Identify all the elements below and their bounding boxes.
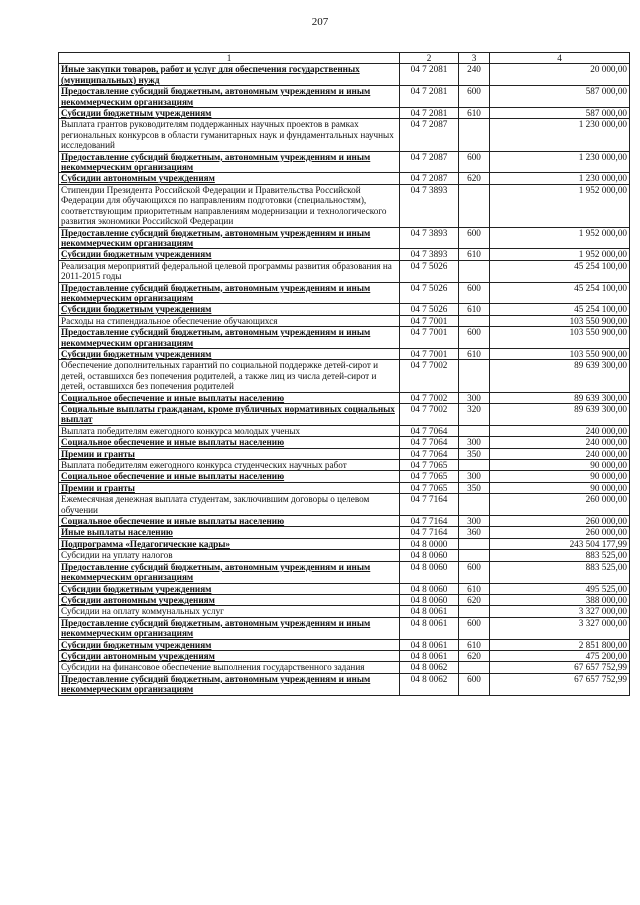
- row-name-cell: Выплата победителям ежегодного конкурса студенческих научных работ: [59, 460, 400, 471]
- row-code-cell: 04 7 7064: [400, 437, 459, 448]
- row-name-cell: Выплата грантов руководителям поддержанных научных проектов в рамках региональных конкурсов в области гуманитарных наук и фундаментальных научных исследований: [59, 119, 400, 151]
- row-amount-cell: 67 657 752,99: [490, 662, 630, 673]
- row-code-cell: 04 7 7065: [400, 460, 459, 471]
- row-amount-cell: 45 254 100,00: [490, 260, 630, 282]
- row-name-cell: Премии и гранты: [59, 448, 400, 459]
- row-name-cell: Субсидии автономным учреждениям: [59, 173, 400, 184]
- table-row: [59, 404, 630, 426]
- row-code-cell: 04 7 7164: [400, 494, 459, 516]
- row-type-cell: 300: [459, 392, 490, 403]
- row-amount-cell: 90 000,00: [490, 460, 630, 471]
- row-name-cell: Реализация мероприятий федеральной целевой программы развития образования на 2011-2015 годы: [59, 260, 400, 282]
- table-row: [59, 360, 630, 392]
- row-code-cell: 04 8 0060: [400, 561, 459, 583]
- table-row: [59, 527, 630, 538]
- row-code-cell: 04 7 5026: [400, 260, 459, 282]
- budget-table: [58, 52, 630, 696]
- row-type-cell: [459, 184, 490, 227]
- table-row: [59, 119, 630, 151]
- row-amount-cell: 1 952 000,00: [490, 249, 630, 260]
- row-amount-cell: 883 525,00: [490, 550, 630, 561]
- row-amount-cell: 475 200,00: [490, 650, 630, 661]
- header-col-2: 2: [400, 53, 459, 64]
- row-code-cell: 04 7 5026: [400, 304, 459, 315]
- row-type-cell: [459, 538, 490, 549]
- row-name-cell: Субсидии бюджетным учреждениям: [59, 304, 400, 315]
- row-amount-cell: 260 000,00: [490, 527, 630, 538]
- row-type-cell: [459, 662, 490, 673]
- table-row: [59, 460, 630, 471]
- row-name-cell: Предоставление субсидий бюджетным, автономным учреждениям и иным некоммерческим организациям: [59, 86, 400, 108]
- table-row: [59, 494, 630, 516]
- row-code-cell: 04 7 7001: [400, 348, 459, 359]
- row-name-cell: Социальное обеспечение и иные выплаты населению: [59, 437, 400, 448]
- row-type-cell: 320: [459, 404, 490, 426]
- table-row: [59, 327, 630, 349]
- header-col-3: 3: [459, 53, 490, 64]
- table-row: [59, 425, 630, 436]
- row-type-cell: 620: [459, 173, 490, 184]
- row-amount-cell: 90 000,00: [490, 482, 630, 493]
- row-name-cell: Социальное обеспечение и иные выплаты населению: [59, 516, 400, 527]
- row-type-cell: 610: [459, 639, 490, 650]
- row-amount-cell: 883 525,00: [490, 561, 630, 583]
- row-type-cell: 600: [459, 151, 490, 173]
- row-code-cell: 04 7 7002: [400, 404, 459, 426]
- table-row: [59, 471, 630, 482]
- row-code-cell: 04 8 0061: [400, 617, 459, 639]
- row-code-cell: 04 7 7001: [400, 327, 459, 349]
- row-name-cell: Предоставление субсидий бюджетным, автономным учреждениям и иным некоммерческим организациям: [59, 282, 400, 304]
- row-name-cell: Социальные выплаты гражданам, кроме публичных нормативных социальных выплат: [59, 404, 400, 426]
- row-amount-cell: 240 000,00: [490, 437, 630, 448]
- table-row: [59, 673, 630, 695]
- row-amount-cell: 89 639 300,00: [490, 392, 630, 403]
- row-name-cell: Субсидии бюджетным учреждениям: [59, 108, 400, 119]
- row-name-cell: Предоставление субсидий бюджетным, автономным учреждениям и иным некоммерческим организациям: [59, 151, 400, 173]
- row-code-cell: 04 7 7164: [400, 527, 459, 538]
- row-amount-cell: 1 230 000,00: [490, 151, 630, 173]
- row-name-cell: Субсидии бюджетным учреждениям: [59, 583, 400, 594]
- row-name-cell: Субсидии на оплату коммунальных услуг: [59, 606, 400, 617]
- header-col-4: 4: [490, 53, 630, 64]
- row-type-cell: [459, 494, 490, 516]
- row-code-cell: 04 7 3893: [400, 184, 459, 227]
- row-type-cell: 600: [459, 282, 490, 304]
- table-row: [59, 315, 630, 326]
- table-row: [59, 86, 630, 108]
- row-type-cell: [459, 360, 490, 392]
- table-row: [59, 227, 630, 249]
- table-row: [59, 650, 630, 661]
- row-type-cell: 610: [459, 348, 490, 359]
- row-type-cell: 600: [459, 561, 490, 583]
- table-row: [59, 662, 630, 673]
- row-type-cell: [459, 550, 490, 561]
- row-name-cell: Ежемесячная денежная выплата студентам, заключившим договоры о целевом обучении: [59, 494, 400, 516]
- row-code-cell: 04 8 0060: [400, 550, 459, 561]
- row-type-cell: 350: [459, 482, 490, 493]
- row-code-cell: 04 7 5026: [400, 282, 459, 304]
- table-row: [59, 448, 630, 459]
- row-type-cell: 600: [459, 617, 490, 639]
- row-code-cell: 04 8 0061: [400, 606, 459, 617]
- row-code-cell: 04 7 2087: [400, 119, 459, 151]
- row-type-cell: 350: [459, 448, 490, 459]
- table-row: [59, 538, 630, 549]
- table-row: [59, 249, 630, 260]
- row-code-cell: 04 7 7002: [400, 392, 459, 403]
- row-type-cell: 300: [459, 516, 490, 527]
- row-code-cell: 04 7 7064: [400, 448, 459, 459]
- row-code-cell: 04 7 3893: [400, 227, 459, 249]
- row-code-cell: 04 8 0060: [400, 583, 459, 594]
- row-code-cell: 04 7 7001: [400, 315, 459, 326]
- row-code-cell: 04 7 7164: [400, 516, 459, 527]
- row-type-cell: 610: [459, 304, 490, 315]
- row-code-cell: 04 7 2087: [400, 173, 459, 184]
- row-code-cell: 04 7 7065: [400, 471, 459, 482]
- table-row: [59, 482, 630, 493]
- row-amount-cell: 3 327 000,00: [490, 606, 630, 617]
- row-name-cell: Иные выплаты населению: [59, 527, 400, 538]
- row-amount-cell: 587 000,00: [490, 108, 630, 119]
- row-type-cell: 300: [459, 437, 490, 448]
- table-row: [59, 594, 630, 605]
- row-code-cell: 04 8 0061: [400, 650, 459, 661]
- row-amount-cell: 1 230 000,00: [490, 119, 630, 151]
- page-number: 207: [311, 16, 329, 28]
- row-amount-cell: 1 952 000,00: [490, 184, 630, 227]
- table-header-row: [59, 53, 630, 64]
- row-name-cell: Субсидии автономным учреждениям: [59, 594, 400, 605]
- row-code-cell: 04 7 7002: [400, 360, 459, 392]
- table-row: [59, 606, 630, 617]
- table-row: [59, 108, 630, 119]
- row-type-cell: 610: [459, 108, 490, 119]
- table-row: [59, 173, 630, 184]
- row-amount-cell: 240 000,00: [490, 425, 630, 436]
- table-row: [59, 617, 630, 639]
- row-name-cell: Стипендии Президента Российской Федерации и Правительства Российской Федерации для обучающихся по направлениям подготовки (специальностям), соответствующим приоритетным направлениям модернизации и технологического развития экономики Российской Федерации: [59, 184, 400, 227]
- row-name-cell: Социальное обеспечение и иные выплаты населению: [59, 471, 400, 482]
- row-amount-cell: 240 000,00: [490, 448, 630, 459]
- table-row: [59, 282, 630, 304]
- table-row: [59, 304, 630, 315]
- row-amount-cell: 103 550 900,00: [490, 315, 630, 326]
- row-name-cell: Подпрограмма «Педагогические кадры»: [59, 538, 400, 549]
- row-amount-cell: 45 254 100,00: [490, 304, 630, 315]
- row-code-cell: 04 7 7064: [400, 425, 459, 436]
- row-amount-cell: 45 254 100,00: [490, 282, 630, 304]
- row-name-cell: Субсидии бюджетным учреждениям: [59, 639, 400, 650]
- row-type-cell: [459, 425, 490, 436]
- row-code-cell: 04 8 0062: [400, 662, 459, 673]
- table-row: [59, 561, 630, 583]
- row-amount-cell: 20 000,00: [490, 64, 630, 86]
- row-code-cell: 04 8 0060: [400, 594, 459, 605]
- row-amount-cell: 2 851 800,00: [490, 639, 630, 650]
- row-amount-cell: 3 327 000,00: [490, 617, 630, 639]
- row-amount-cell: 89 639 300,00: [490, 360, 630, 392]
- row-name-cell: Обеспечение дополнительных гарантий по социальной поддержке детей-сирот и детей, оставшихся без попечения родителей, а также лиц из числа детей-сирот и детей, оставшихся без попечения родителей: [59, 360, 400, 392]
- row-type-cell: 620: [459, 650, 490, 661]
- table-row: [59, 64, 630, 86]
- table-row: [59, 348, 630, 359]
- budget-table-body: [59, 53, 630, 696]
- table-row: [59, 184, 630, 227]
- table-row: [59, 260, 630, 282]
- row-amount-cell: 67 657 752,99: [490, 673, 630, 695]
- row-code-cell: 04 8 0000: [400, 538, 459, 549]
- row-type-cell: 610: [459, 249, 490, 260]
- row-code-cell: 04 7 2087: [400, 151, 459, 173]
- row-code-cell: 04 8 0062: [400, 673, 459, 695]
- row-name-cell: Предоставление субсидий бюджетным, автономным учреждениям и иным некоммерческим организациям: [59, 673, 400, 695]
- row-name-cell: Премии и гранты: [59, 482, 400, 493]
- row-amount-cell: 260 000,00: [490, 516, 630, 527]
- row-name-cell: Субсидии бюджетным учреждениям: [59, 348, 400, 359]
- row-type-cell: [459, 315, 490, 326]
- row-type-cell: 620: [459, 594, 490, 605]
- row-code-cell: 04 7 2081: [400, 86, 459, 108]
- row-amount-cell: 1 230 000,00: [490, 173, 630, 184]
- row-amount-cell: 388 000,00: [490, 594, 630, 605]
- row-name-cell: Предоставление субсидий бюджетным, автономным учреждениям и иным некоммерческим организациям: [59, 227, 400, 249]
- row-code-cell: 04 7 7065: [400, 482, 459, 493]
- row-type-cell: 600: [459, 227, 490, 249]
- header-col-1: 1: [59, 53, 400, 64]
- row-name-cell: Субсидии автономным учреждениям: [59, 650, 400, 661]
- row-type-cell: 240: [459, 64, 490, 86]
- table-row: [59, 639, 630, 650]
- row-type-cell: [459, 606, 490, 617]
- table-row: [59, 583, 630, 594]
- row-code-cell: 04 7 3893: [400, 249, 459, 260]
- row-code-cell: 04 7 2081: [400, 64, 459, 86]
- table-row: [59, 392, 630, 403]
- row-type-cell: 300: [459, 471, 490, 482]
- row-name-cell: Выплата победителям ежегодного конкурса молодых ученых: [59, 425, 400, 436]
- row-code-cell: 04 7 2081: [400, 108, 459, 119]
- table-row: [59, 550, 630, 561]
- row-code-cell: 04 8 0061: [400, 639, 459, 650]
- row-type-cell: 600: [459, 327, 490, 349]
- row-amount-cell: 103 550 900,00: [490, 348, 630, 359]
- row-name-cell: Предоставление субсидий бюджетным, автономным учреждениям и иным некоммерческим организациям: [59, 327, 400, 349]
- row-amount-cell: 90 000,00: [490, 471, 630, 482]
- row-amount-cell: 243 504 177,99: [490, 538, 630, 549]
- row-name-cell: Субсидии на уплату налогов: [59, 550, 400, 561]
- row-name-cell: Предоставление субсидий бюджетным, автономным учреждениям и иным некоммерческим организациям: [59, 617, 400, 639]
- row-name-cell: Субсидии бюджетным учреждениям: [59, 249, 400, 260]
- row-amount-cell: 1 952 000,00: [490, 227, 630, 249]
- row-type-cell: 610: [459, 583, 490, 594]
- row-amount-cell: 260 000,00: [490, 494, 630, 516]
- row-name-cell: Расходы на стипендиальное обеспечение обучающихся: [59, 315, 400, 326]
- table-row: [59, 516, 630, 527]
- row-type-cell: [459, 119, 490, 151]
- row-name-cell: Предоставление субсидий бюджетным, автономным учреждениям и иным некоммерческим организациям: [59, 561, 400, 583]
- row-amount-cell: 587 000,00: [490, 86, 630, 108]
- row-type-cell: [459, 460, 490, 471]
- row-amount-cell: 89 639 300,00: [490, 404, 630, 426]
- row-name-cell: Иные закупки товаров, работ и услуг для обеспечения государственных (муниципальных) нужд: [59, 64, 400, 86]
- table-row: [59, 437, 630, 448]
- row-type-cell: 600: [459, 86, 490, 108]
- row-amount-cell: 103 550 900,00: [490, 327, 630, 349]
- row-amount-cell: 495 525,00: [490, 583, 630, 594]
- table-row: [59, 151, 630, 173]
- row-name-cell: Социальное обеспечение и иные выплаты населению: [59, 392, 400, 403]
- row-name-cell: Субсидии на финансовое обеспечение выполнения государственного задания: [59, 662, 400, 673]
- row-type-cell: [459, 260, 490, 282]
- row-type-cell: 360: [459, 527, 490, 538]
- row-type-cell: 600: [459, 673, 490, 695]
